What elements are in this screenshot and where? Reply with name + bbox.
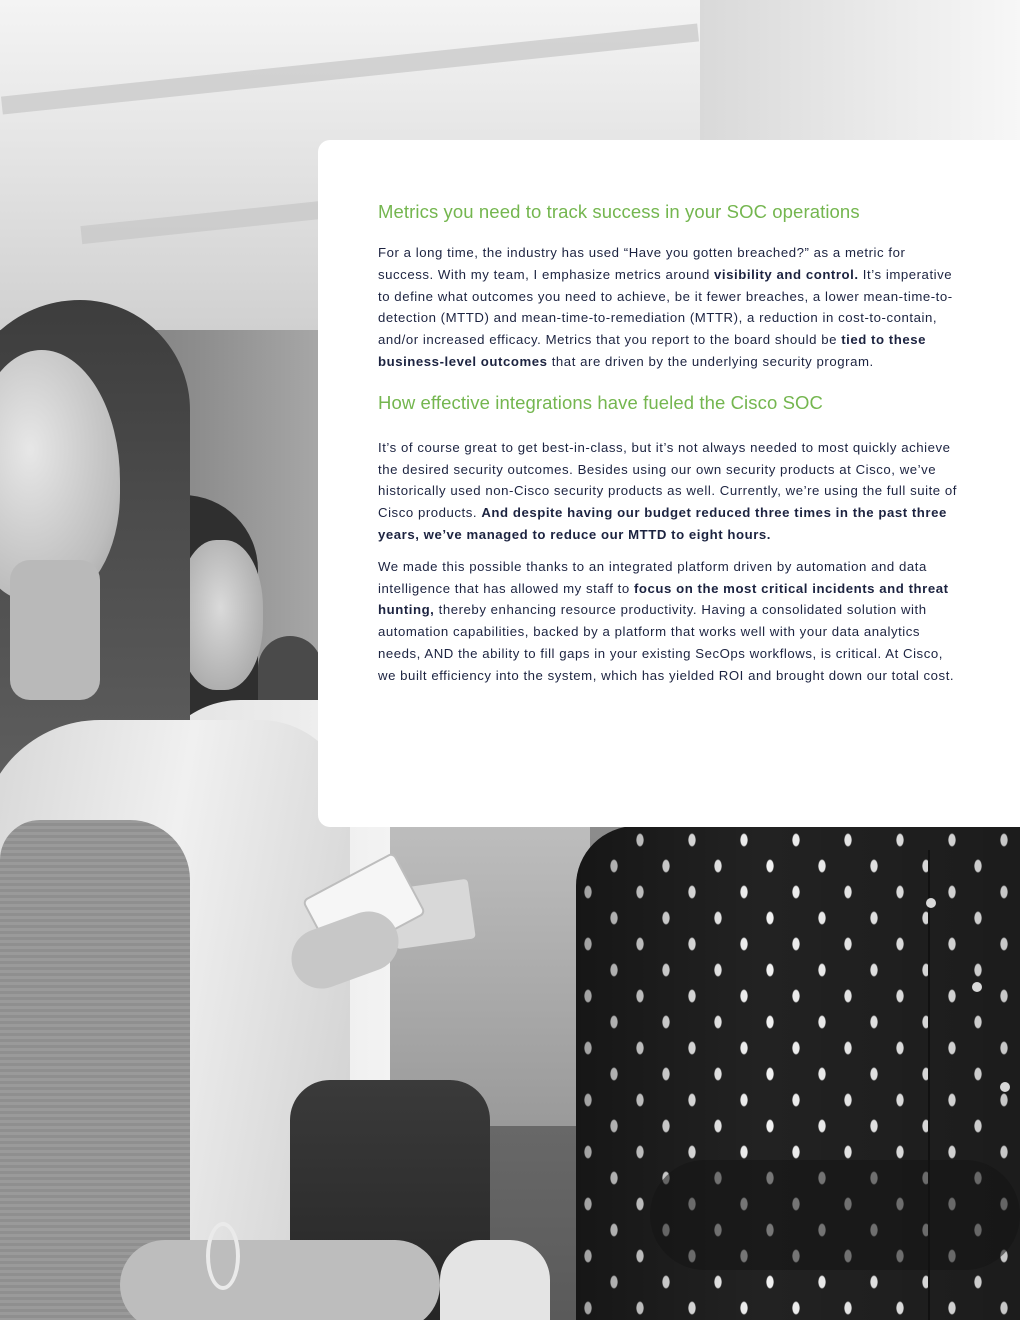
main-woman-neck bbox=[10, 560, 100, 700]
arm bbox=[120, 1240, 440, 1320]
shirt-button bbox=[1000, 1082, 1010, 1092]
text: thereby enhancing resource productivity. Having a consolidated solution with automation capabilities, backed by a platform that works well with your data analytics needs, AND the ability to fill gaps in your existing SecOps workflows, is critical. At Cisco, we built efficiency into the system, which has yielded ROI and brought down our total cost. bbox=[378, 602, 955, 683]
paragraph-metrics bbox=[378, 242, 960, 373]
text: It’s imperative to define what outcomes you need to achieve, be it fewer breaches, a lower mean-time-to-detection (MTTD) and mean-time-to-remediation (MTTR), a reduction in cost-to-contain, and/or increased efficacy. Metrics that you report to the board should be bbox=[378, 266, 953, 348]
text: that are driven by the underlying security program. bbox=[547, 353, 874, 369]
shirt-button bbox=[926, 898, 936, 908]
bold-text: And despite having our budget reduced three times in the past three years, we’ve managed to reduce our MTTD to eight hours. bbox=[378, 505, 947, 542]
second-woman-face bbox=[178, 540, 263, 690]
bold-text: focus on the most critical incidents and threat hunting, bbox=[378, 580, 949, 618]
text: It’s of course great to get best-in-class, but it’s not always needed to most quickly achieve the desired security outcomes. Besides using our own security products at Cisco, we’ve historically used non-Cisco security products as well. Currently, we’re using the full suite of Cisco products. bbox=[378, 439, 957, 521]
paragraph-integrations-2 bbox=[378, 556, 960, 687]
shirt-button bbox=[972, 982, 982, 992]
text: We made this possible thanks to an integrated platform driven by automation and data intelligence that has allowed my staff to bbox=[378, 558, 927, 596]
text: For a long time, the industry has used “Have you gotten breached?” as a metric for success. With my team, I emphasize metrics around bbox=[378, 245, 906, 282]
window-light bbox=[700, 0, 1020, 140]
folded-arm bbox=[650, 1160, 1020, 1270]
section-heading-integrations: How effective integrations have fueled the Cisco SOC bbox=[378, 391, 823, 413]
bracelet bbox=[206, 1222, 240, 1290]
bold-text: visibility and control. bbox=[714, 266, 859, 282]
paragraph-integrations-1 bbox=[378, 437, 960, 546]
bold-text: tied to these business-level outcomes bbox=[378, 332, 927, 369]
content-card bbox=[318, 140, 1020, 827]
section-heading-metrics: Metrics you need to track success in your SOC operations bbox=[378, 201, 860, 222]
chair bbox=[440, 1240, 550, 1320]
